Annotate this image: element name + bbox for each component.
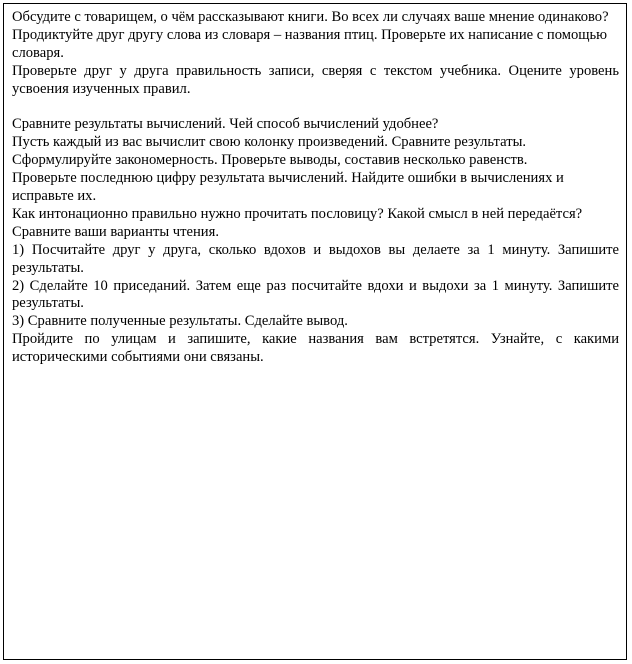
document-frame <box>3 3 627 660</box>
paragraph: Сформулируйте закономерность. Проверьте выводы, составив несколько равенств. <box>12 152 528 169</box>
paragraph: Продиктуйте друг другу слова из словаря – названия птиц. Проверьте их написание с помощью словаря. <box>12 26 608 61</box>
paragraph: Как интонационно правильно нужно прочитать пословицу? Какой смысл в ней передаётся? Сравните ваши варианты чтения. <box>12 205 583 240</box>
paragraph: Проверьте друг у друга правильность записи, сверяя с текстом учебника. Оцените уровень усвоения изученных правил. <box>12 62 619 97</box>
text-block <box>12 9 619 367</box>
paragraph-group-one <box>12 9 619 99</box>
paragraph: Пройдите по улицам и запишите, какие названия вам встретятся. Узнайте, с какими историческими событиями они связаны. <box>12 331 619 366</box>
paragraph: Проверьте последнюю цифру результата вычислений. Найдите ошибки в вычислениях и исправьте их. <box>12 170 564 205</box>
paragraph-group-two <box>12 116 619 367</box>
paragraph: 3) Сравните полученные результаты. Сделайте вывод. <box>12 313 348 330</box>
paragraph: Пусть каждый из вас вычислит свою колонку произведений. Сравните результаты. <box>12 134 527 151</box>
paragraph: 1) Посчитайте друг у друга, сколько вдохов и выдохов вы делаете за 1 минуту. Запишите результаты. <box>12 241 619 276</box>
paragraph: Обсудите с товарищем, о чём рассказывают книги. Во всех ли случаях ваше мнение одинаково? <box>12 9 609 25</box>
paragraph: Сравните результаты вычислений. Чей способ вычислений удобнее? <box>12 116 439 133</box>
paragraph: 2) Сделайте 10 приседаний. Затем еще раз посчитайте вдохи и выдохи за 1 минуту. Запишите результаты. <box>12 277 619 312</box>
paragraph-gap <box>12 99 619 117</box>
